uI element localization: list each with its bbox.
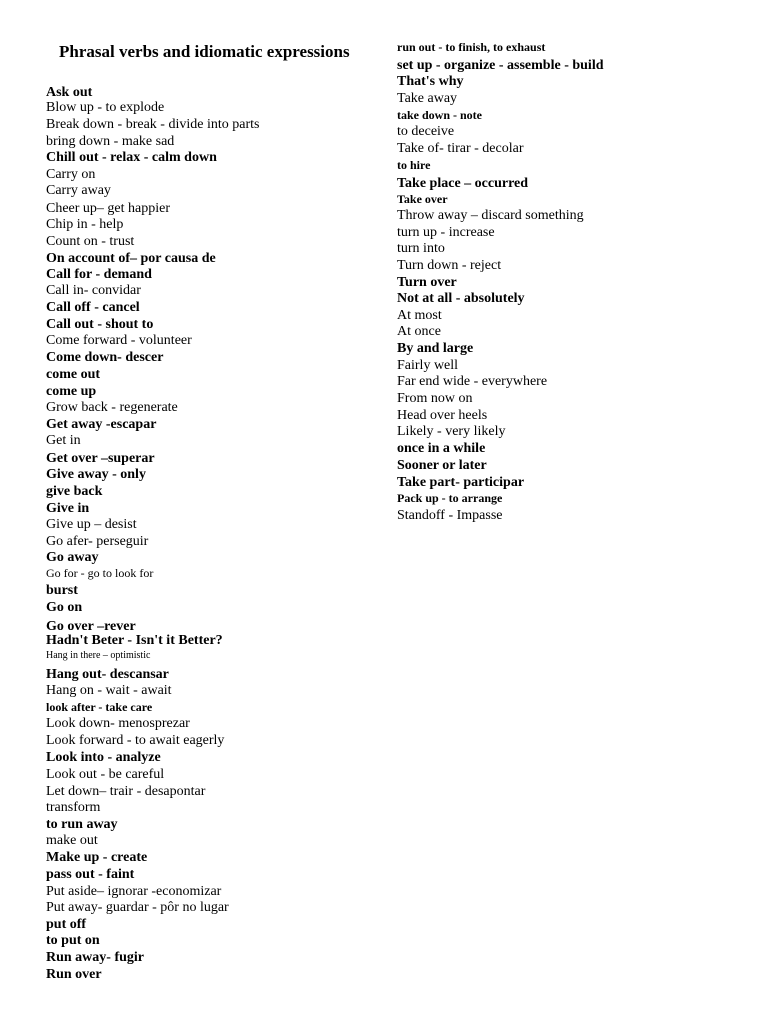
list-item: Run over [46,967,102,982]
list-item: Head over heels [397,408,488,423]
list-item: Carry on [46,167,96,182]
list-item: Give up – desist [46,517,137,532]
list-item: Take place – occurred [397,176,529,191]
list-item: At most [397,308,442,323]
list-item: Far end wide - everywhere [397,374,548,389]
list-item: Go afer- perseguir [46,534,149,549]
list-item: to deceive [397,124,455,139]
list-item: Chip in - help [46,217,124,232]
list-item: transform [46,800,101,815]
list-item: Cheer up– get happier [46,201,171,216]
list-item: come up [46,384,97,399]
list-item: Standoff - Impasse [397,508,503,523]
list-item: Run away- fugir [46,950,145,965]
list-item: Let down– trair - desapontar [46,784,206,799]
list-item: Blow up - to explode [46,100,165,115]
list-item: Count on - trust [46,234,135,249]
list-item: From now on [397,391,473,406]
list-item: Turn over [397,275,457,290]
list-item: On account of– por causa de [46,251,216,266]
list-item: Give away - only [46,467,146,482]
list-item: pass out - faint [46,867,135,882]
list-item: Come forward - volunteer [46,333,192,348]
list-item: Sooner or later [397,458,487,473]
list-item: bring down - make sad [46,134,175,149]
list-item: to hire [397,158,431,172]
list-item: once in a while [397,441,486,456]
list-item: run out - to finish, to exhaust [397,40,546,54]
list-item: At once [397,324,441,339]
list-item: Go on [46,600,83,615]
list-item: put off [46,917,87,932]
list-item: Grow back - regenerate [46,400,178,415]
list-item: That's why [397,74,464,89]
list-item: Go away [46,550,99,565]
list-item: Go over –rever [46,619,136,634]
list-item: Go for - go to look for [46,566,154,580]
list-item: Call for - demand [46,267,152,282]
list-item: Call out - shout to [46,317,154,332]
list-item: Get in [46,433,81,448]
list-item: Look forward - to await eagerly [46,733,225,748]
list-item: Get away -escapar [46,417,157,432]
list-item: give back [46,484,103,499]
list-item: Look down- menosprezar [46,716,190,731]
list-item: Ask out [46,85,93,100]
list-item: come out [46,367,101,382]
list-item: Likely - very likely [397,424,506,439]
list-item: Pack up - to arrange [397,491,503,505]
list-item: set up - organize - assemble - build [397,58,604,73]
list-item: Hadn't Beter - Isn't it Better? [46,633,223,648]
list-item: Hang in there – optimistic [46,650,151,661]
list-item: Look into - analyze [46,750,161,765]
list-item: By and large [397,341,474,356]
list-item: Call in- convidar [46,283,141,298]
list-item: Put away- guardar - pôr no lugar [46,900,229,915]
list-item: Fairly well [397,358,459,373]
list-item: turn up - increase [397,225,495,240]
list-item: Chill out - relax - calm down [46,150,217,165]
list-item: Make up - create [46,850,148,865]
list-item: make out [46,833,98,848]
list-item: Carry away [46,183,111,198]
list-item: Take away [397,91,458,106]
list-item: Look out - be careful [46,767,165,782]
list-item: burst [46,583,78,598]
list-item: Take of- tirar - decolar [397,141,524,156]
list-item: Not at all - absolutely [397,291,525,306]
list-item: Hang out- descansar [46,667,169,682]
list-item: Get over –superar [46,451,155,466]
list-item: Come down- descer [46,350,164,365]
list-item: Put aside– ignorar -economizar [46,884,222,899]
list-item: Hang on - wait - await [46,683,172,698]
list-item: Call off - cancel [46,300,140,315]
list-item: to put on [46,933,100,948]
list-item: Turn down - reject [397,258,502,273]
page-title: Phrasal verbs and idiomatic expressions [59,42,350,61]
list-item: Break down - break - divide into parts [46,117,260,132]
list-item: to run away [46,817,118,832]
list-item: Give in [46,501,90,516]
list-item: turn into [397,241,445,256]
list-item: Take over [397,192,448,206]
list-item: Throw away – discard something [397,208,584,223]
list-item: Take part- participar [397,475,525,490]
list-item: look after - take care [46,700,153,714]
list-item: take down - note [397,108,483,122]
